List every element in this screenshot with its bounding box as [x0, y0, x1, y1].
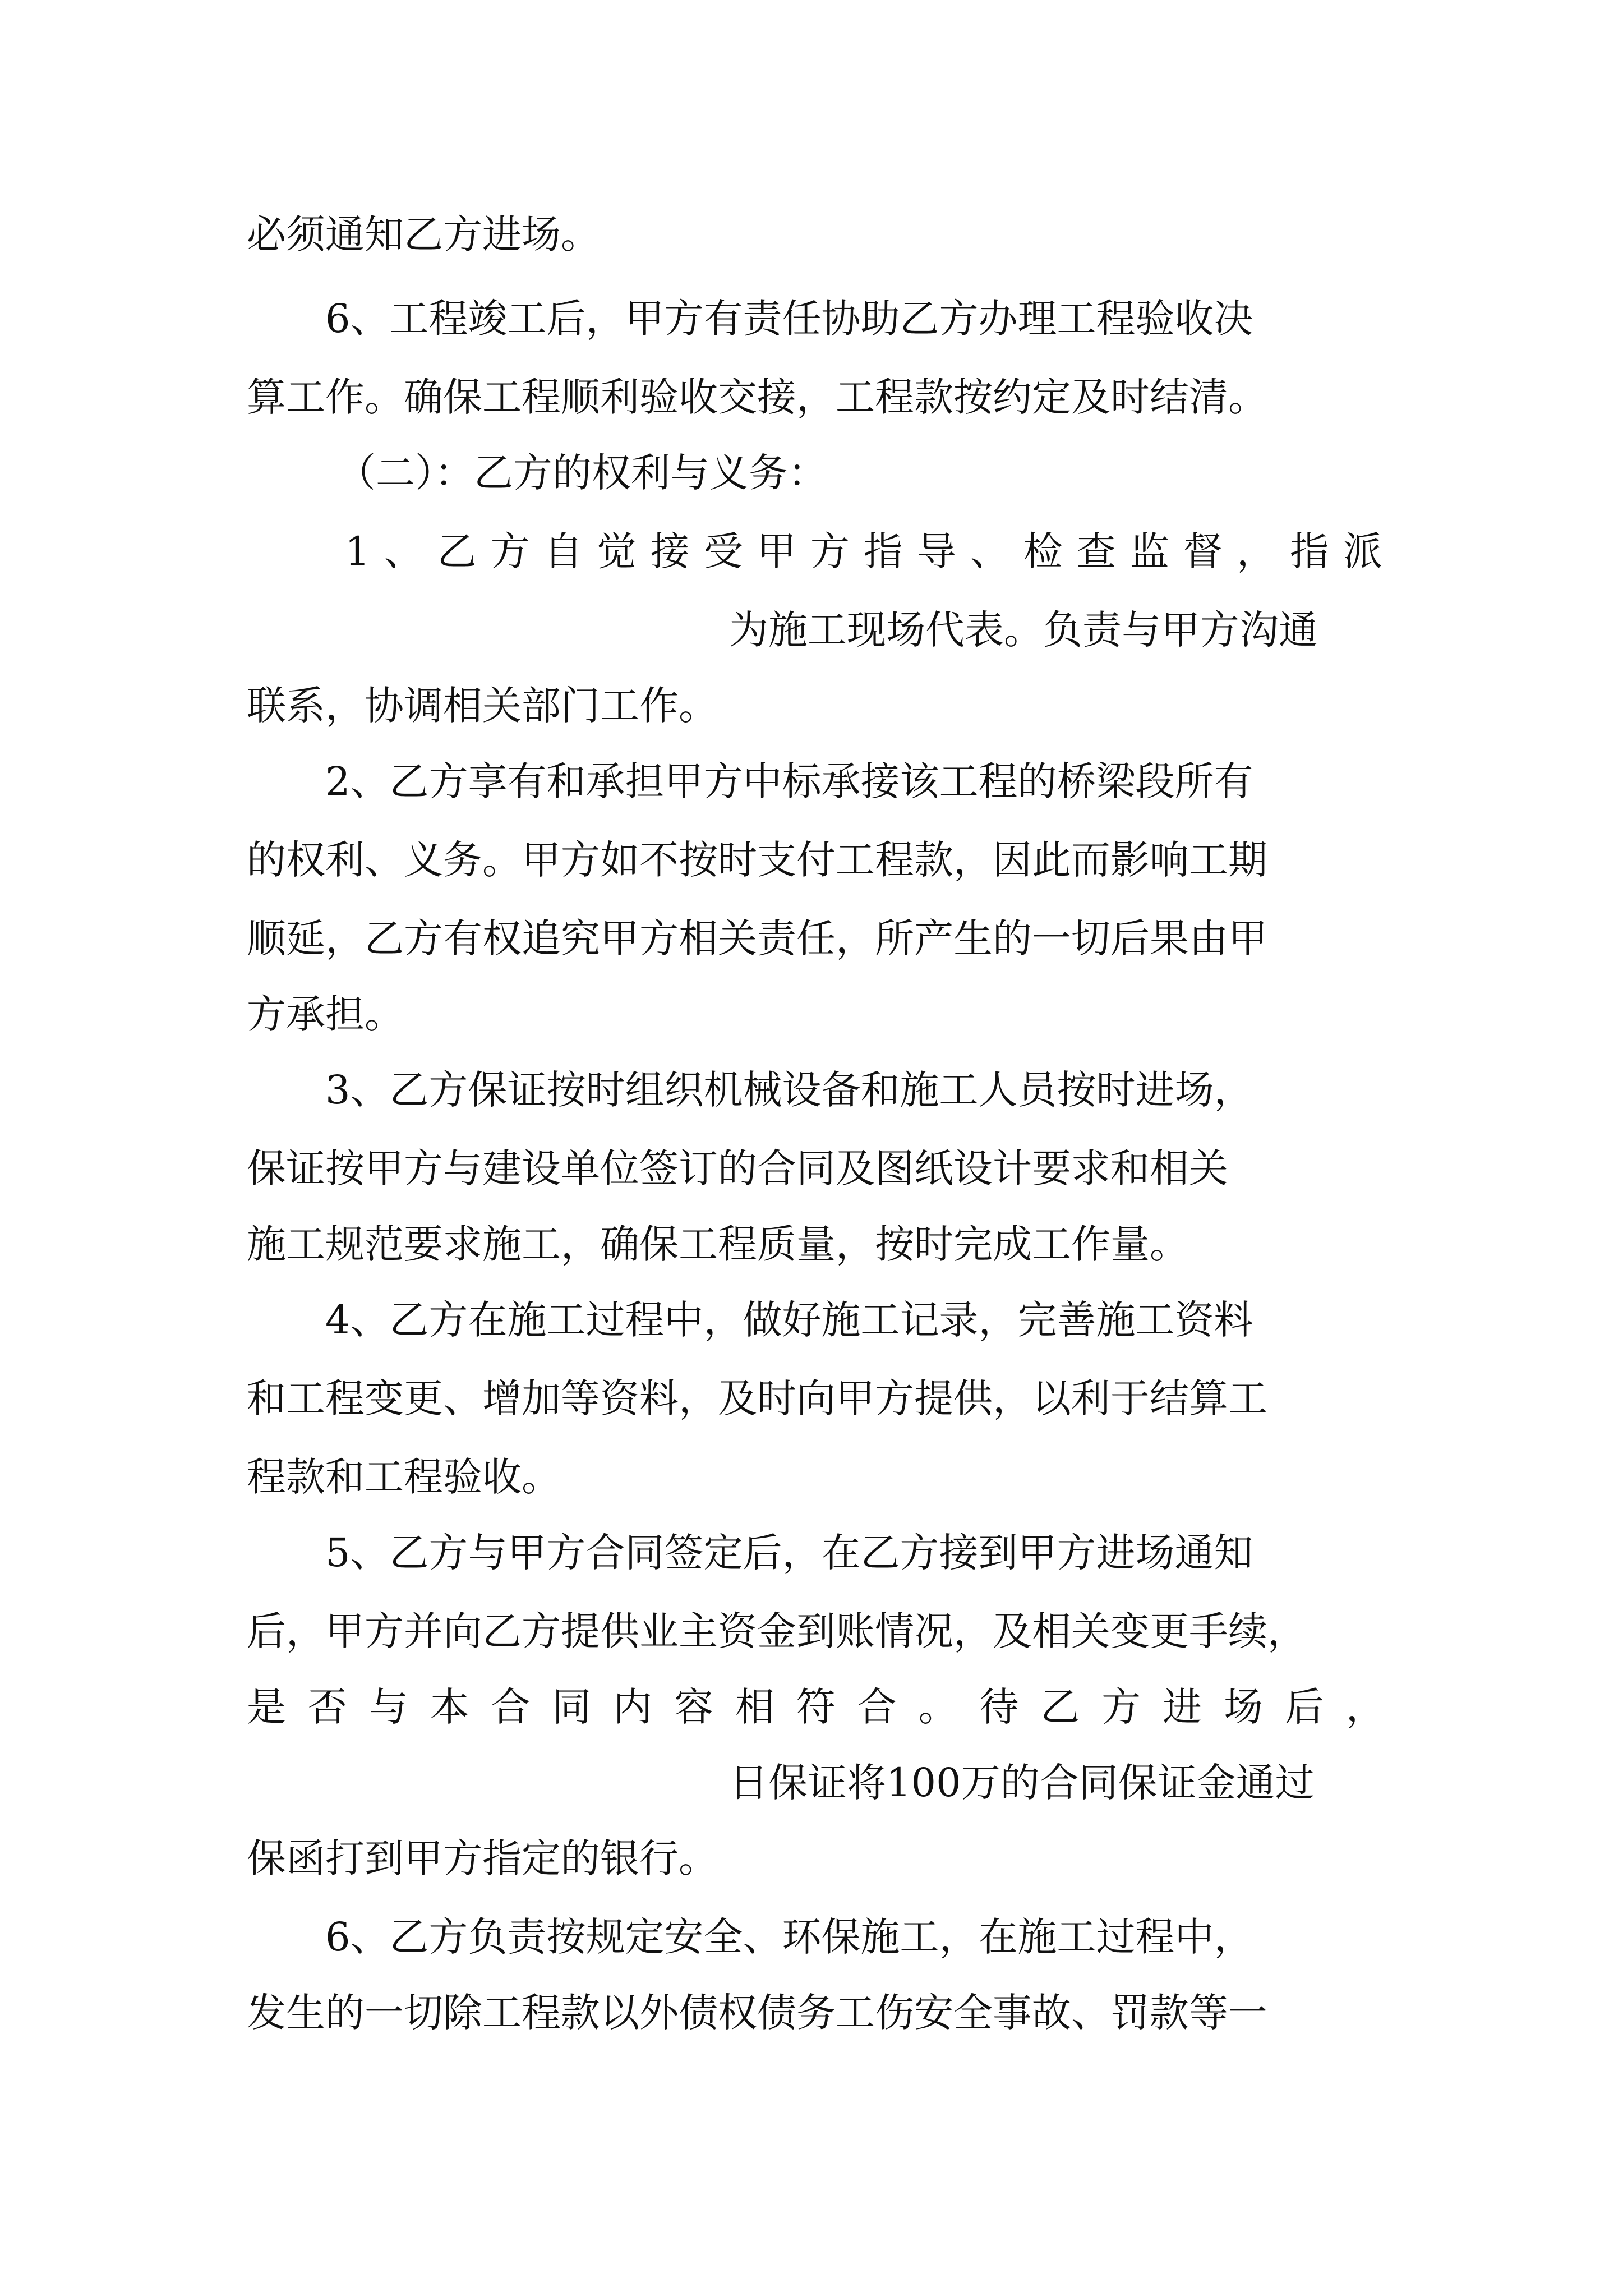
text-line-16: 和工程变更、增加等资料，及时向甲方提供，以利于结算工	[247, 1375, 1267, 1421]
text-line-13: 保证按甲方与建设单位签订的合同及图纸设计要求和相关	[247, 1145, 1228, 1191]
text-line-3: 算工作。确保工程顺利验收交接，工程款按约定及时结清。	[247, 374, 1267, 420]
text-line-18: 5、乙方与甲方合同签定后，在乙方接到甲方进场通知	[325, 1530, 1253, 1576]
text-line-6: 为施工现场代表。负责与甲方沟通	[729, 607, 1318, 653]
text-line-7: 联系，协调相关部门工作。	[247, 683, 718, 729]
text-line-11: 方承担。	[247, 991, 404, 1037]
text-line-24: 发生的一切除工程款以外债权债务工伤安全事故、罚款等一	[247, 1990, 1267, 2036]
text-line-17: 程款和工程验收。	[247, 1454, 561, 1500]
text-line-1: 必须通知乙方进场。	[247, 211, 600, 257]
text-line-9: 的权利、义务。甲方如不按时支付工程款，因此而影响工期	[247, 837, 1267, 883]
text-line-5: 1 、 乙 方 自 觉 接 受 甲 方 指 导 、 检 查 监 督 ， 指 派	[345, 528, 1382, 574]
text-line-23: 6、乙方负责按规定安全、环保施工，在施工过程中，	[325, 1914, 1253, 1960]
text-line-20: 是 否 与 本 合 同 内 容 相 符 合 。 待 乙 方 进 场 后 ，	[247, 1684, 1385, 1730]
text-line-10: 顺延，乙方有权追究甲方相关责任，所产生的一切后果由甲	[247, 915, 1267, 961]
text-line-15: 4、乙方在施工过程中，做好施工记录，完善施工资料	[325, 1297, 1253, 1343]
text-line-8: 2、乙方享有和承担甲方中标承接该工程的桥梁段所有	[325, 758, 1253, 804]
text-line-12: 3、乙方保证按时组织机械设备和施工人员按时进场，	[325, 1067, 1253, 1113]
section-heading: （二）：乙方的权利与义务：	[336, 450, 827, 496]
text-line-2: 6、工程竣工后，甲方有责任协助乙方办理工程验收决	[325, 296, 1253, 342]
text-line-14: 施工规范要求施工，确保工程质量，按时完成工作量。	[247, 1221, 1189, 1267]
text-line-22: 保函打到甲方指定的银行。	[247, 1835, 718, 1881]
text-line-19: 后，甲方并向乙方提供业主资金到账情况，及相关变更手续，	[247, 1608, 1307, 1654]
text-line-21: 日保证将100万的合同保证金通过	[729, 1760, 1315, 1806]
